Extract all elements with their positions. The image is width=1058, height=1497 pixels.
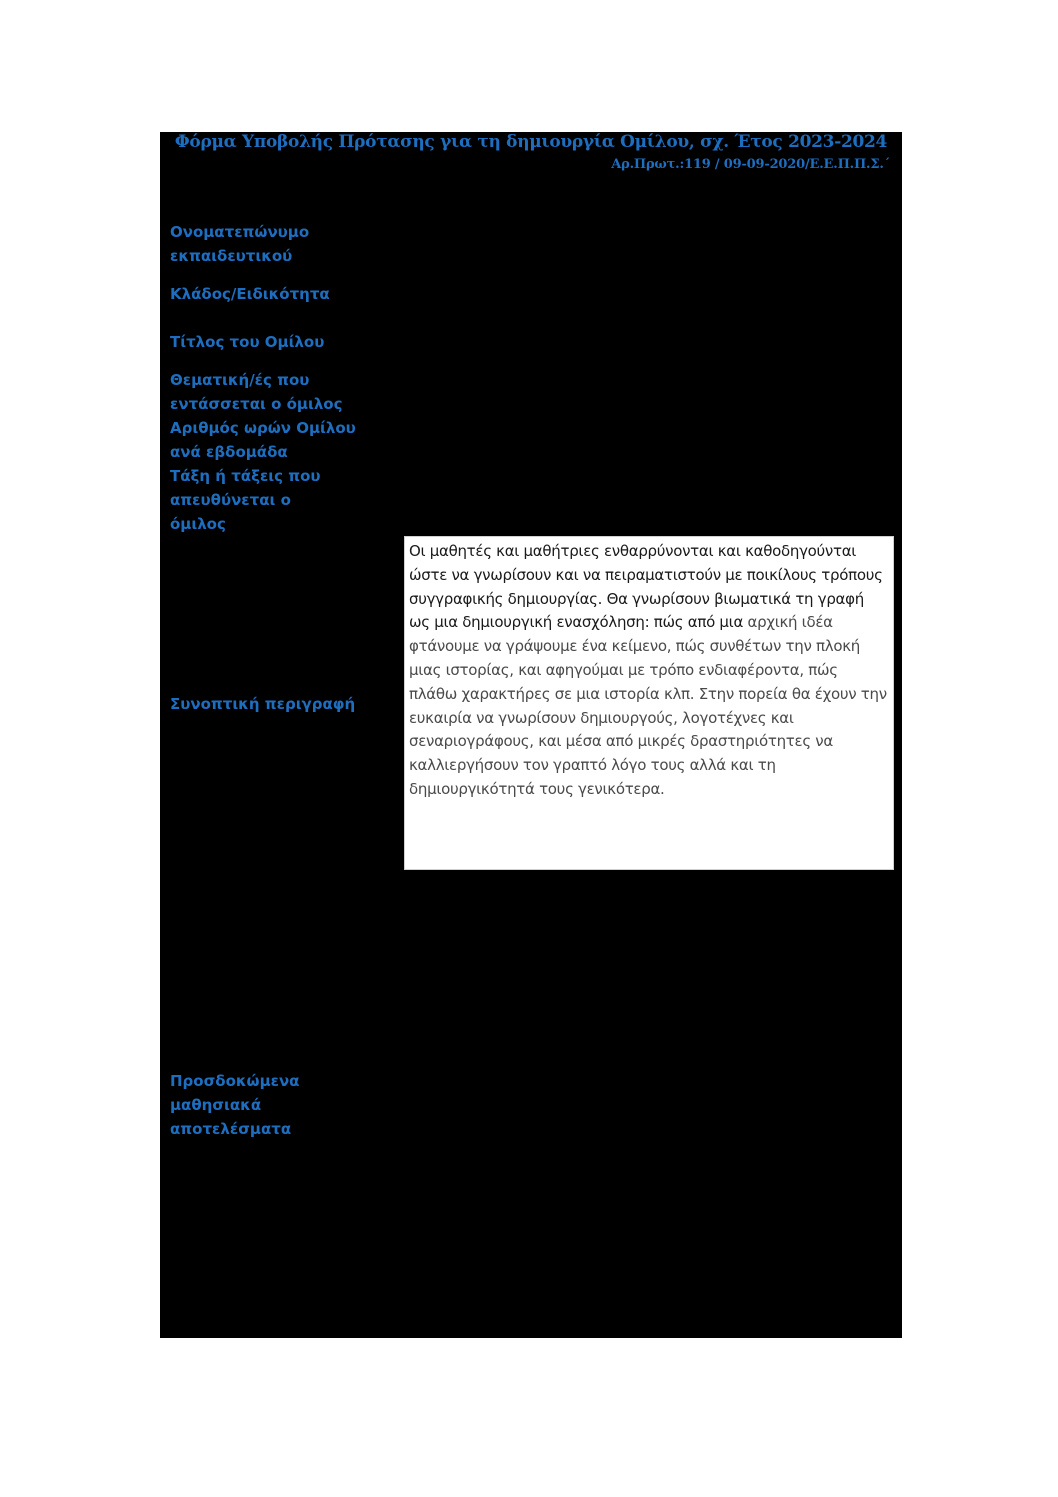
label-target-classes: Τάξη ή τάξεις που απευθύνεται ο όμιλος bbox=[170, 467, 321, 533]
summary-text-part2: αρχική ιδέα φτάνουμε να γράψουμε ένα κείμενο, πώς συνθέτων την πλοκή μιας ιστορίας, και αφηγούμαι με τρόπο ενδιαφέροντα, πώς πλάθω χαρακτήρες σε μια ιστορία κλπ. Στην πορεία θα έχουν την ευκαιρία να γνωρίσουν δημιουργούς, λογοτέχνες και σεναριογράφους, και μέσα από μικρές δραστηριότητες να καλλιεργήσουν τον γραπτό λόγο τους αλλά και τη δημιουργικότητά τους γενικότερα. bbox=[409, 613, 887, 798]
label-summary: Συνοπτική περιγραφή bbox=[170, 695, 356, 713]
label-thematic: Θεματική/ές που εντάσσεται ο όμιλος bbox=[170, 371, 343, 413]
form-table bbox=[160, 132, 902, 1338]
label-outcomes: Προσδοκώμενα μαθησιακά αποτελέσματα bbox=[170, 1072, 300, 1138]
label-teacher-name: Ονοματεπώνυμο εκπαιδευτικού bbox=[170, 223, 310, 265]
label-specialty: Κλάδος/Ειδικότητα bbox=[170, 285, 330, 303]
form-title: Φόρμα Υποβολής Πρότασης για τη δημιουργία Ομίλου, σχ. Έτος 2023-2024 bbox=[174, 132, 888, 152]
label-weekly-hours: Αριθμός ωρών Ομίλου ανά εβδομάδα bbox=[170, 419, 356, 461]
label-club-title: Τίτλος του Ομίλου bbox=[170, 333, 325, 351]
summary-text-field[interactable] bbox=[404, 536, 894, 870]
protocol-number: Αρ.Πρωτ.:119 / 09-09-2020/Ε.Ε.Π.Π.Σ.΄ bbox=[611, 157, 890, 172]
summary-text-part1: Οι μαθητές και μαθήτριες ενθαρρύνονται και καθοδηγούνται ώστε να γνωρίσουν και να πειραματιστούν με ποικίλους τρόπους συγγραφικής δημιουργίας. Θα γνωρίσουν βιωματικά τη γραφή ως μια δημιουργική ενασχόληση: πώς από μια bbox=[409, 542, 883, 632]
summary-text bbox=[409, 540, 889, 802]
